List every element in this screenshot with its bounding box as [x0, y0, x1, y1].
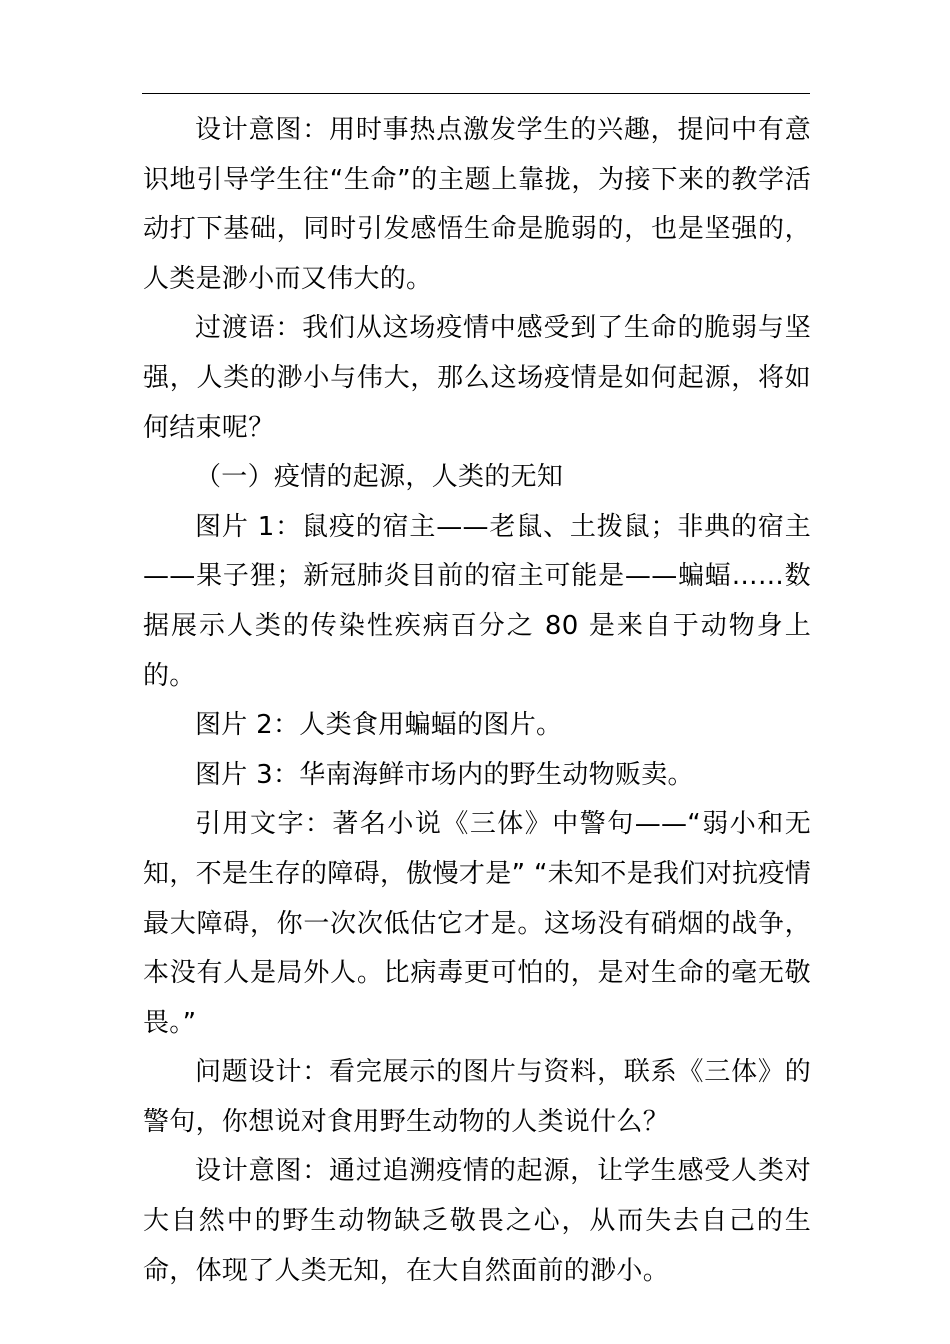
paragraph-design-intent-1: 设计意图：用时事热点激发学生的兴趣，提问中有意识地引导学生往“生命”的主题上靠拢，为接下来的教学活动打下基础，同时引发感悟生命是脆弱的，也是坚强的，人类是渺小而又伟大的。: [143, 115, 811, 294]
paragraph-design-intent-2: 设计意图：通过追溯疫情的起源，让学生感受人类对大自然中的野生动物缺乏敬畏之心，从而失去自己的生命，体现了人类无知，在大自然面前的渺小。: [143, 1156, 811, 1286]
paragraph-transition: 过渡语：我们从这场疫情中感受到了生命的脆弱与坚强，人类的渺小与伟大，那么这场疫情是如何起源，将如何结束呢？: [143, 313, 811, 443]
paragraph-quotation: 引用文字：著名小说《三体》中警句——“弱小和无知，不是生存的障碍，傲慢才是” “未知不是我们对抗疫情最大障碍，你一次次低估它才是。这场没有硝烟的战争，本没有人是局外人。比病毒更可怕的，是对生命的毫无敬畏。”: [143, 809, 811, 1038]
paragraph-picture-1: 图片 1：鼠疫的宿主——老鼠、土拨鼠；非典的宿主——果子狸；新冠肺炎目前的宿主可能是——蝙蝠……数据展示人类的传染性疾病百分之 80 是来自于动物身上的。: [143, 511, 811, 691]
document-body: [143, 106, 811, 1296]
header-rule: [142, 93, 810, 94]
paragraph-picture-3: 图片 3：华南海鲜市场内的野生动物贩卖。: [195, 759, 694, 790]
section-heading-origin: （一）疫情的起源，人类的无知: [195, 462, 564, 493]
paragraph-picture-2: 图片 2：人类食用蝙蝠的图片。: [195, 710, 563, 741]
paragraph-question-design: 问题设计：看完展示的图片与资料，联系《三体》的警句，你想说对食用野生动物的人类说什么？: [143, 1057, 811, 1137]
